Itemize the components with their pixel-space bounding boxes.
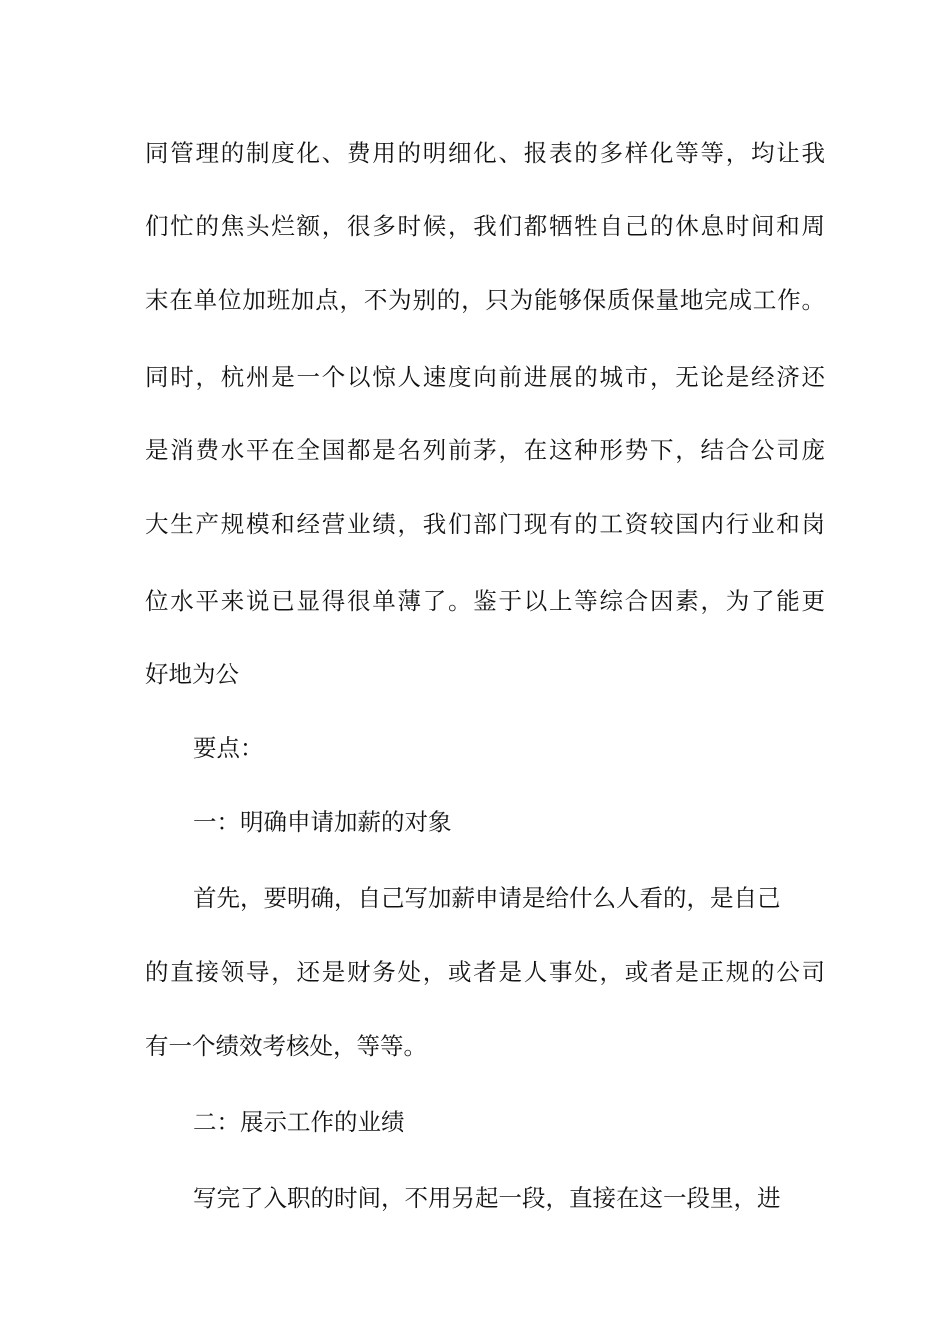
paragraph-line: 同时，杭州是一个以惊人速度向前进展的城市，无论是经济还 (145, 363, 825, 391)
paragraph-line: 同管理的制度化、费用的明细化、报表的多样化等等，均让我 (145, 139, 825, 167)
paragraph-line: 是消费水平在全国都是名列前茅，在这种形势下，结合公司庞 (145, 436, 825, 464)
paragraph-line: 首先，要明确，自己写加薪申请是给什么人看的，是自己 (193, 884, 781, 912)
paragraph-line: 有一个绩效考核处，等等。 (145, 1032, 427, 1060)
paragraph-line: 们忙的焦头烂额，很多时候，我们都牺牲自己的休息时间和周 (145, 212, 825, 240)
paragraph-line: 大生产规模和经营业绩，我们部门现有的工资较国内行业和岗 (145, 510, 825, 538)
paragraph-line: 好地为公 (145, 660, 239, 688)
paragraph-line: 末在单位加班加点，不为别的，只为能够保质保量地完成工作。 (145, 286, 825, 314)
paragraph-line: 的直接领导，还是财务处，或者是人事处，或者是正规的公司 (145, 958, 825, 986)
paragraph-line: 写完了入职的时间，不用另起一段，直接在这一段里，进 (193, 1184, 781, 1212)
section-heading: 一：明确申请加薪的对象 (193, 808, 452, 836)
section-label: 要点： (193, 734, 264, 762)
paragraph-line: 位水平来说已显得很单薄了。鉴于以上等综合因素，为了能更 (145, 587, 825, 615)
section-heading: 二：展示工作的业绩 (193, 1108, 405, 1136)
